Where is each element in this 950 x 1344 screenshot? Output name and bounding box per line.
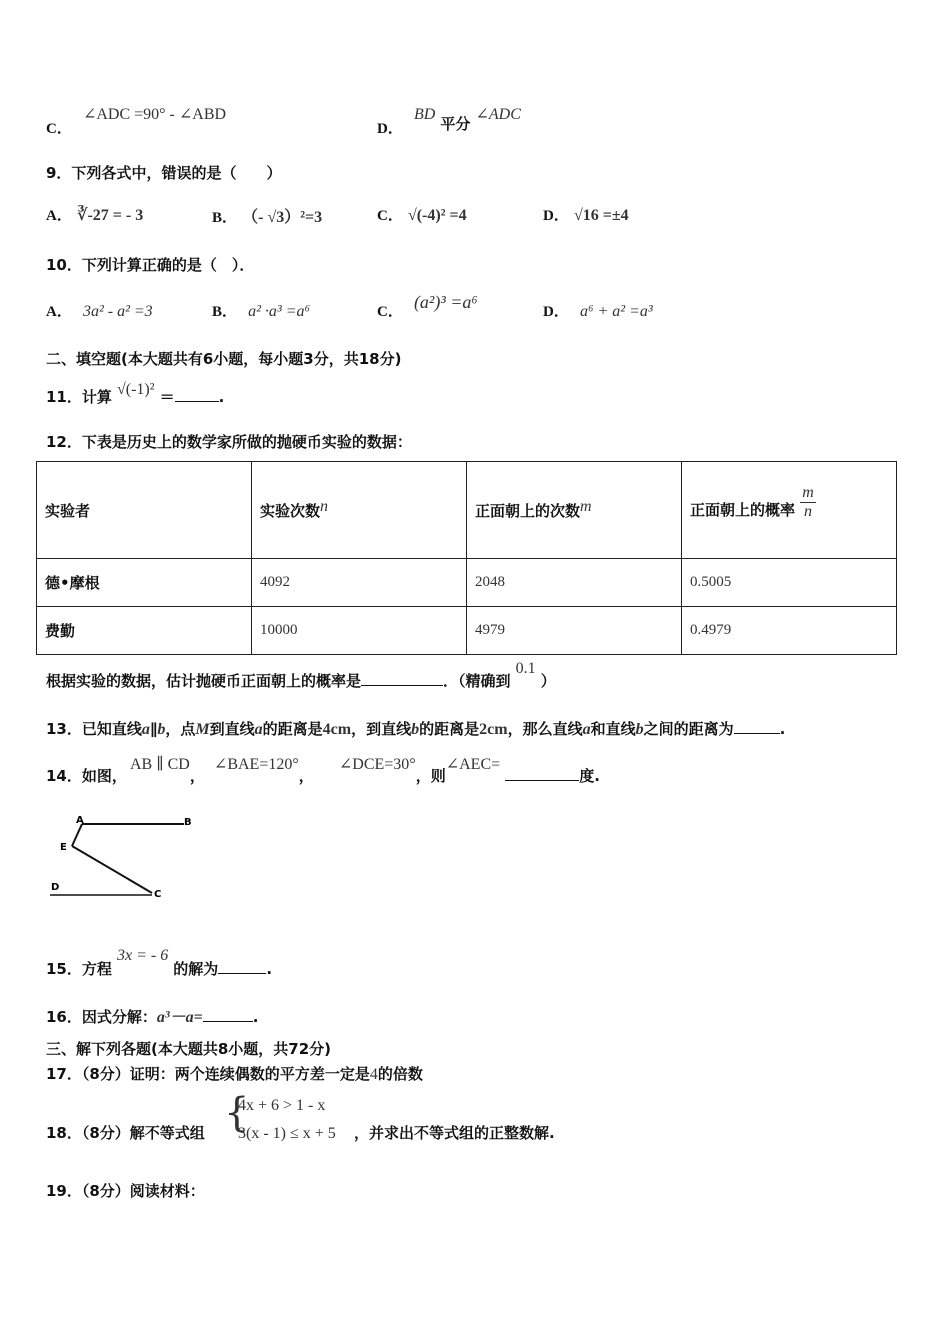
q10-option-d [543, 300, 653, 321]
answer-blank [218, 961, 266, 974]
q8-option-d [377, 103, 521, 137]
q8-option-c [46, 103, 227, 137]
q14-figure [46, 810, 206, 902]
answer-blank [734, 721, 780, 734]
answer-blank [175, 389, 219, 402]
answer-blank [203, 1009, 253, 1022]
option-label: D． [543, 304, 569, 320]
label-c: C [154, 889, 162, 900]
factor-expression: a³－a= [156, 1009, 203, 1026]
condition-angle-dce: ∠DCE=30° [338, 756, 416, 773]
math-expression: √(-4)² =4 [407, 207, 467, 224]
option-text: 平分 [440, 115, 471, 133]
label-d: D [51, 882, 60, 893]
q9-option-d [543, 204, 629, 225]
table-cell: 费勤 [37, 607, 252, 655]
table-cell: 德•摩根 [37, 559, 252, 607]
q9-option-b [212, 204, 322, 227]
q14: 14．如图， AB ∥ CD， ∠BAE=120°， ∠DCE=30°，则∠AEC= 度. [46, 756, 600, 785]
q17: 17．（8分）证明：两个连续偶数的平方差一定是4的倍数 [46, 1065, 423, 1083]
q18-tail: ，并求出不等式组的正整数解. [354, 1124, 555, 1142]
q9-option-a [46, 204, 143, 225]
label-e: E [60, 842, 67, 853]
header-cell: 正面朝上的概率 $\frac{m}{n}$ [682, 462, 897, 559]
q12-stem: 12．下表是历史上的数学家所做的抛硬币实验的数据： [46, 433, 412, 451]
option-label: A． [46, 208, 72, 224]
q11 [46, 378, 225, 406]
table-cell: 0.4979 [682, 607, 897, 655]
q14-stem: 14．如图， [46, 767, 127, 785]
q10-option-b [212, 300, 310, 321]
q10-option-c [377, 292, 478, 320]
section-2-title: 二、填空题(本大题共有6小题，每小题3分，共18分) [46, 350, 402, 368]
q12-followup [46, 657, 556, 690]
header-cell: 正面朝上的次数m [467, 462, 682, 559]
option-label: B． [212, 304, 238, 320]
table-cell: 2048 [467, 559, 682, 607]
q15 [46, 944, 273, 978]
math-expression: BD [413, 106, 436, 123]
system-brace: { [224, 1090, 250, 1136]
option-label: C． [377, 208, 403, 224]
option-label: A． [46, 304, 72, 320]
math-expression: ∛-27 = - 3 [76, 207, 144, 224]
angle-aec: ∠AEC= [445, 756, 501, 773]
option-label: D． [377, 121, 403, 137]
math-expression: √(-1)² [116, 381, 155, 398]
q14-unit: 度. [579, 767, 600, 785]
q15-stem: 15．方程 [46, 960, 112, 978]
answer-blank [505, 768, 579, 781]
q12-followup-mid: ．（精确到 [443, 672, 511, 690]
condition-parallel: AB ∥ CD [129, 756, 190, 773]
q9-stem: 9．下列各式中，错误的是（ ） [46, 164, 282, 182]
math-expression: ∠ADC [475, 106, 521, 123]
table-header-row [37, 462, 897, 559]
q10-option-a [46, 300, 153, 321]
table-cell: 4092 [252, 559, 467, 607]
q16-stem: 16．因式分解： [46, 1008, 157, 1026]
answer-blank [361, 673, 443, 686]
option-label: B． [212, 210, 238, 226]
table-cell: 4979 [467, 607, 682, 655]
q15-tail: 的解为 [173, 960, 219, 978]
math-expression: a² ·a³ =a⁶ [248, 303, 311, 320]
inequality-1: 4x + 6 > 1 - x [238, 1097, 326, 1114]
option-label: C． [46, 121, 72, 137]
q16: 16．因式分解：a³－a= . [46, 1008, 259, 1026]
label-b: B [184, 817, 192, 828]
q18-stem: 18．（8分）解不等式组 [46, 1124, 205, 1142]
math-expression: √16 =±4 [573, 207, 629, 224]
q10-stem: 10．下列计算正确的是（ ）． [46, 256, 255, 274]
fraction-m-over-n: $\frac{m}{n}$ [802, 483, 814, 520]
header-cell: 实验次数n [252, 462, 467, 559]
q9-option-c [377, 204, 467, 225]
math-expression: (a²)³ =a⁶ [413, 292, 478, 312]
condition-angle-bae: ∠BAE=120° [213, 756, 299, 773]
q12-followup-text: 根据实验的数据，估计抛硬币正面朝上的概率是 [46, 672, 362, 690]
equation: 3x = - 6 [116, 947, 169, 964]
option-label: C． [377, 304, 403, 320]
segment-ec [72, 846, 152, 893]
precision-value: 0.1 [515, 660, 536, 677]
q12-followup-end: ） [540, 672, 556, 690]
q15-end: . [266, 960, 273, 978]
option-label: D． [543, 208, 569, 224]
q11-end: . [218, 388, 225, 406]
table-row [37, 607, 897, 655]
q13: 13．已知直线a∥b，点M到直线a的距离是4cm，到直线b的距离是2cm，那么直线a和直线b之间的距离为 . [46, 720, 786, 738]
table-row [37, 559, 897, 607]
segment-ae [72, 824, 82, 846]
math-expression: ∠ADC =90° - ∠ABD [82, 106, 227, 123]
header-cell: 实验者 [37, 462, 252, 559]
table-cell: 0.5005 [682, 559, 897, 607]
section-3-title: 三、解下列各题(本大题共8小题，共72分) [46, 1040, 332, 1058]
table-cell: 10000 [252, 607, 467, 655]
math-expression: 3a² - a² =3 [82, 303, 153, 320]
q11-equals: ＝ [159, 388, 175, 406]
label-a: A [76, 815, 84, 826]
inequality-2: 3(x - 1) ≤ x + 5 [238, 1125, 336, 1142]
q19: 19．（8分）阅读材料： [46, 1182, 205, 1200]
math-expression: （- √3）²=3 [242, 209, 323, 226]
experiment-table [36, 461, 897, 655]
math-expression: a⁶ + a² =a³ [579, 303, 653, 320]
q11-stem: 11．计算 [46, 388, 112, 406]
q14-then: ，则 [415, 767, 446, 785]
